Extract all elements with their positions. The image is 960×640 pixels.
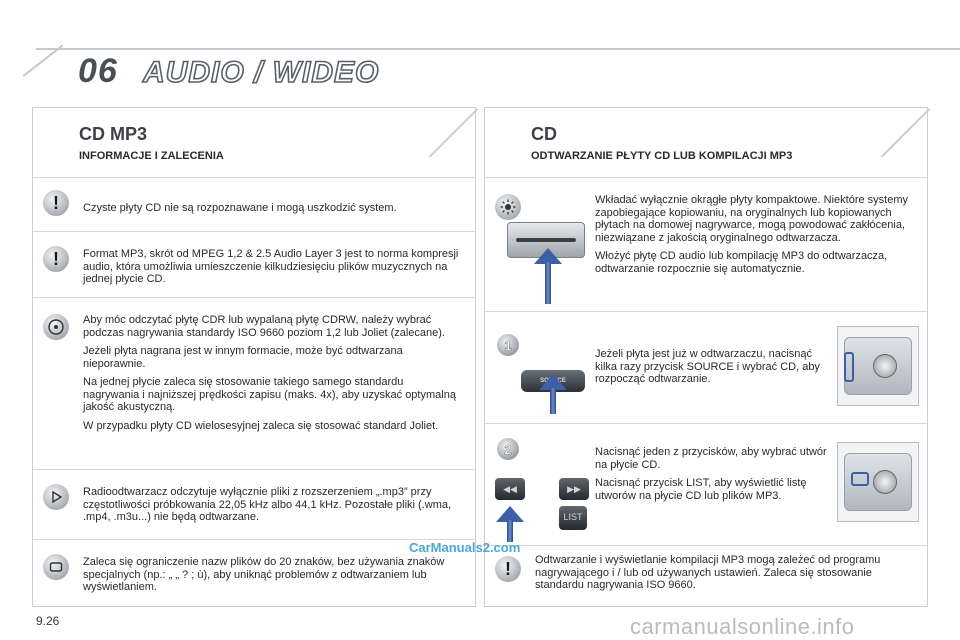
step-text: Nacisnąć jeden z przycisków, aby wybrać utwór na płycie CD. bbox=[595, 446, 827, 471]
info-row bbox=[33, 232, 475, 298]
exclamation-icon: ! bbox=[43, 190, 69, 216]
step-text: Włożyć płytę CD audio lub kompilację MP3 do odtwarzacza, odtwarzanie rozpocznie się automatycznie. bbox=[595, 250, 888, 275]
radio-panel-thumbnail bbox=[837, 326, 919, 406]
next-track-button: ▶▶ bbox=[559, 478, 589, 500]
step-badge: 2 bbox=[497, 438, 519, 460]
info-text: Zaleca się ograniczenie nazw plików do 20 znaków, bez używania znaków specjalnych (np.: „ „ ? ; ù), aby uniknąć problemów z odtwarzaniem lub wyświetlaniem. bbox=[83, 556, 445, 593]
watermark-carmanuals2: CarManuals2.com bbox=[409, 540, 521, 555]
note-row bbox=[485, 546, 927, 608]
header-rule bbox=[36, 48, 960, 50]
section-title: CD bbox=[531, 124, 557, 144]
info-row bbox=[33, 298, 475, 470]
page-title: AUDIO / WIDEO bbox=[143, 56, 380, 89]
panel-cd-mp3 bbox=[32, 107, 476, 607]
step-text: Jeżeli płyta jest już w odtwarzaczu, nacisnąć kilka razy przycisk SOURCE i wybrać CD, aby rozpocząć odtwarzanie. bbox=[595, 348, 820, 385]
step-row-track bbox=[485, 424, 927, 546]
info-text: Jeżeli płyta nagrana jest w innym formacie, może być odtwarzana nieporawnie. bbox=[83, 345, 403, 370]
arrow-up-icon bbox=[503, 506, 517, 542]
exclamation-icon: ! bbox=[43, 246, 69, 272]
brightness-icon bbox=[495, 194, 521, 220]
note-text: Odtwarzanie i wyświetlanie kompilacji MP3 mogą zależeć od programu nagrywającego i / lub od używanych ustawień. Zaleca się stosowanie standardu nagrywania ISO 9660. bbox=[535, 554, 881, 591]
info-text: Format MP3, skrót od MPEG 1,2 & 2.5 Audio Layer 3 jest to norma kompresji audio, która umożliwia umieszczenie kilkudziesięciu plików muzycznych na jednej płycie CD. bbox=[83, 248, 459, 285]
panel-cd bbox=[484, 107, 928, 607]
step-badge: 1 bbox=[497, 334, 519, 356]
arrow-up-icon bbox=[546, 374, 560, 414]
source-button: SOURCE bbox=[521, 370, 585, 392]
step-text: Wkładać wyłącznie okrągłe płyty kompaktowe. Niektóre systemy zapobiegające kopiowaniu, na oryginalnych lub kopiowanych płytach na domowej nagrywarce, mogą powodować zakłócenia, niezwiązane z jakością oryginalnego odtwarzacza. bbox=[595, 194, 909, 244]
info-row bbox=[33, 178, 475, 232]
disc-icon bbox=[43, 314, 69, 340]
section-subtitle: ODTWARZANIE PŁYTY CD LUB KOMPILACJI MP3 bbox=[531, 150, 793, 162]
info-text: Czyste płyty CD nie są rozpoznawane i mogą uszkodzić system. bbox=[83, 202, 397, 214]
panel-header bbox=[33, 108, 475, 178]
radio-panel-thumbnail bbox=[837, 442, 919, 522]
page-number: 9.26 bbox=[36, 614, 60, 628]
play-icon bbox=[43, 484, 69, 510]
section-subtitle: INFORMACJE I ZALECENIA bbox=[79, 150, 224, 162]
info-text: Na jednej płycie zaleca się stosowanie takiego samego standardu nagrywania i najniższej prędkości zapisu (maks. 4x), aby uzyskać optymalną jakość akustyczną. bbox=[83, 376, 456, 413]
arrow-up-icon bbox=[541, 248, 555, 304]
panel-header bbox=[485, 108, 927, 178]
previous-track-button: ◀◀ bbox=[495, 478, 525, 500]
exclamation-icon: ! bbox=[495, 556, 521, 582]
rectangle-icon bbox=[43, 554, 69, 580]
step-text: Nacisnąć przycisk LIST, aby wyświetlić listę utworów na płycie CD lub plików MP3. bbox=[595, 477, 807, 502]
chapter-number: 06 bbox=[78, 52, 118, 90]
section-title: CD MP3 bbox=[79, 124, 148, 144]
list-button: LIST bbox=[559, 506, 587, 530]
info-text: W przypadku płyty CD wielosesyjnej zaleca się stosować standard Joliet. bbox=[83, 419, 439, 432]
info-row bbox=[33, 470, 475, 540]
info-text: Aby móc odczytać płytę CDR lub wypalaną płytę CDRW, należy wybrać podczas nagrywania standardy ISO 9660 poziom 1,2 lub Joliet (zalecane). bbox=[83, 314, 445, 339]
info-text: Radioodtwarzacz odczytuje wyłącznie pliki z rozszerzeniem „.mp3” przy częstotliwości próbkowania 22,05 kHz albo 44,1 kHz. Pozostałe pliki (.wma, .mp4, .m3u...) nie będą odtwarzane. bbox=[83, 486, 452, 523]
watermark: carmanualsonline.info bbox=[630, 614, 855, 639]
step-row-source bbox=[485, 312, 927, 424]
step-row-insert bbox=[485, 178, 927, 312]
